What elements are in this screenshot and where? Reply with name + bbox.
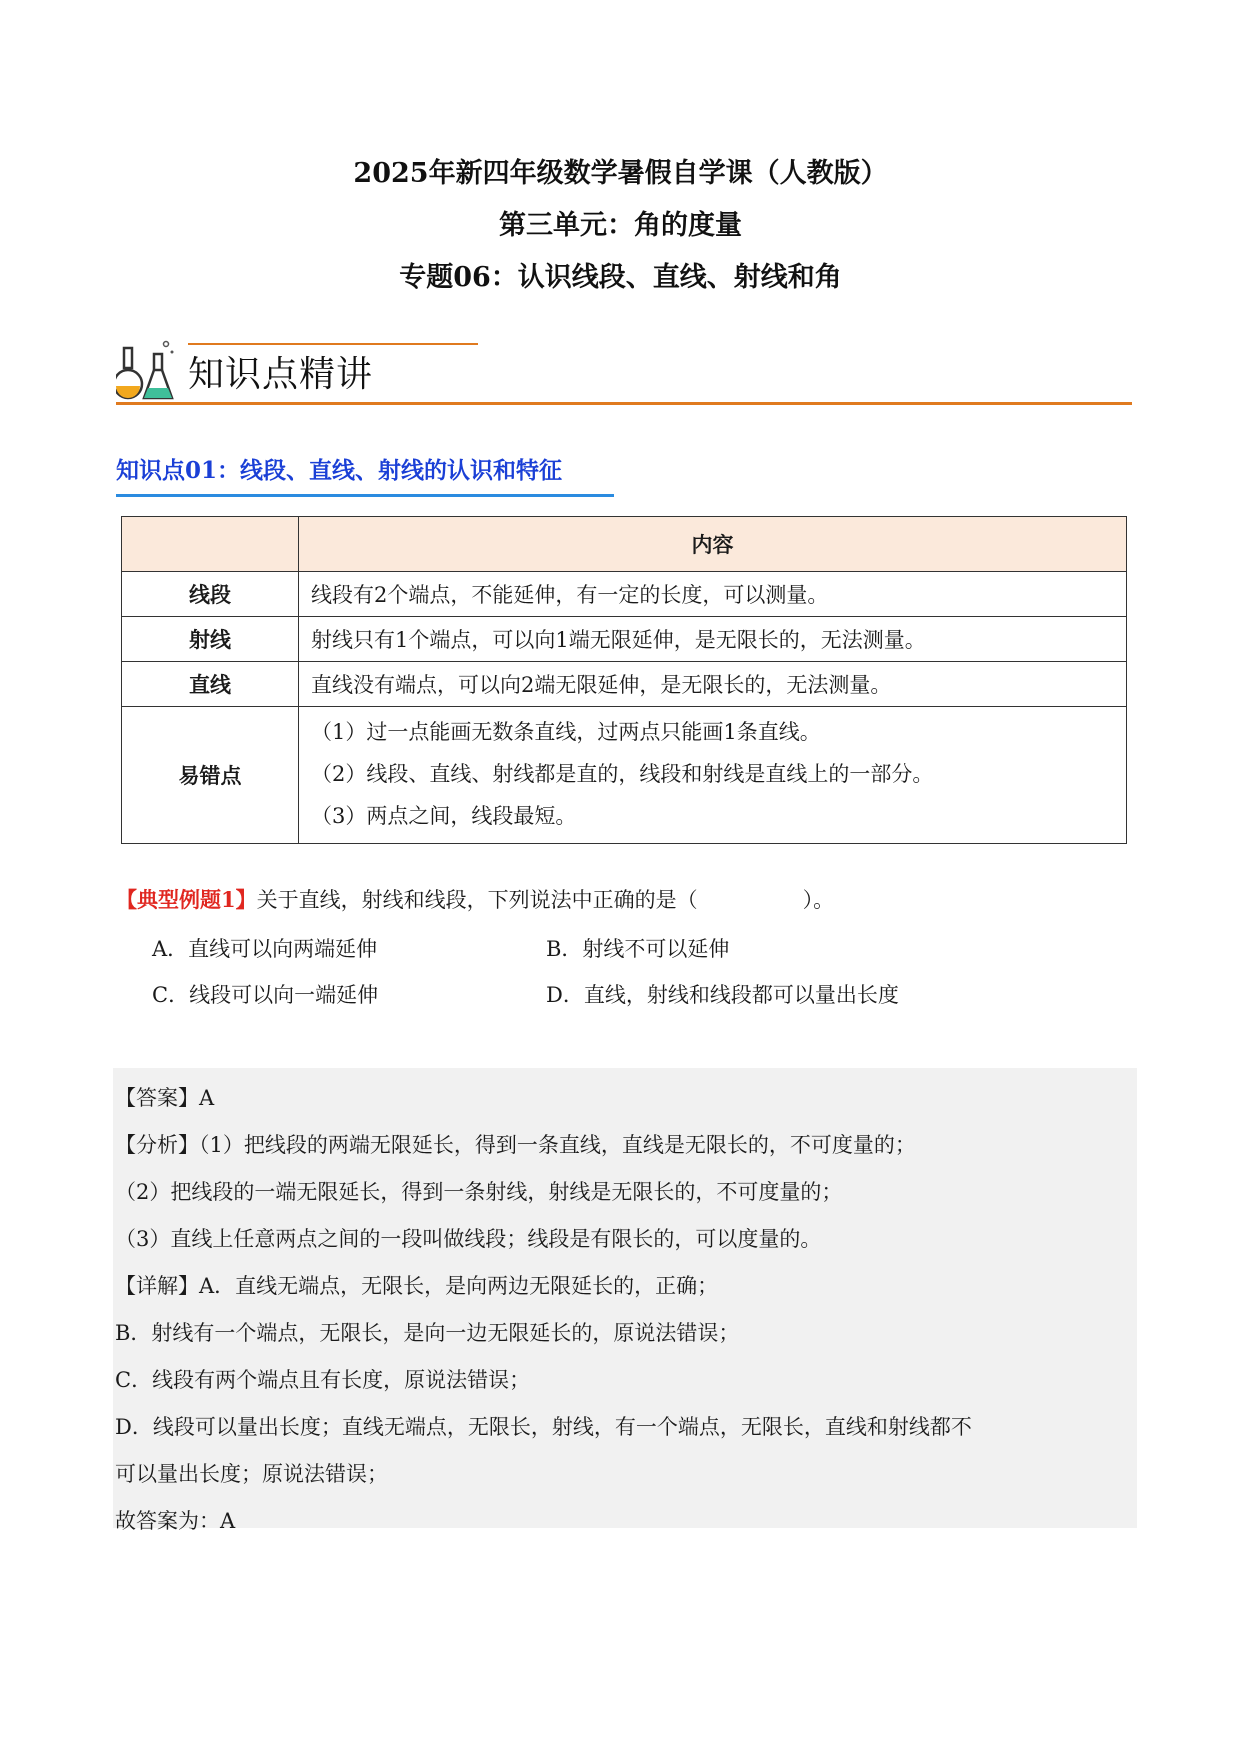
table-description [299, 707, 1127, 844]
option-a: A．直线可以向两端延伸 [152, 937, 378, 961]
banner-top-rule [188, 343, 478, 345]
detail-line: 可以量出长度；原说法错误； [115, 1462, 388, 1486]
table-term: 易错点 [122, 707, 299, 844]
detail-line: D．线段可以量出长度；直线无端点，无限长，射线，有一个端点，无限长，直线和射线都不 [115, 1415, 972, 1439]
conclusion-line: 故答案为：A [115, 1509, 236, 1533]
section-banner [116, 340, 1132, 406]
pitfall-line: （2）线段、直线、射线都是直的，线段和射线是直线上的一部分。 [311, 762, 934, 786]
example-label: 【典型例题1】 [116, 887, 257, 912]
detail-line: 【详解】A．直线无端点，无限长，是向两边无限延长的，正确； [115, 1274, 719, 1298]
detail-line: C．线段有两个端点且有长度，原说法错误； [115, 1368, 531, 1392]
table-header-content: 内容 [299, 517, 1127, 572]
table-row [122, 707, 1127, 844]
option-d: D．直线，射线和线段都可以量出长度 [546, 983, 899, 1007]
table-header-blank [122, 517, 299, 572]
knowledge-point-heading [116, 452, 616, 485]
knowledge-table [121, 516, 1127, 844]
flask-icon [116, 340, 176, 406]
analysis-line: （2）把线段的一端无限延长，得到一条射线，射线是无限长的，不可度量的； [115, 1180, 843, 1204]
table-row [122, 662, 1127, 707]
pitfall-line: （3）两点之间，线段最短。 [311, 804, 577, 828]
document-titles [0, 148, 1241, 304]
detail-line: B．射线有一个端点，无限长，是向一边无限延长的，原说法错误； [115, 1321, 740, 1345]
analysis-line: （3）直线上任意两点之间的一段叫做线段；线段是有限长的，可以度量的。 [115, 1227, 822, 1251]
answer-line: 【答案】A [115, 1086, 215, 1110]
table-row [122, 572, 1127, 617]
knowledge-point-title: 知识点01：线段、直线、射线的认识和特征 [116, 457, 563, 484]
table-header-row [122, 517, 1127, 572]
answer-explanation-box [113, 1068, 1137, 1533]
heading-underline [116, 494, 614, 497]
answer-options [152, 926, 1126, 1018]
banner-title: 知识点精讲 [188, 354, 374, 395]
banner-bottom-rule [116, 402, 1132, 405]
option-b: B．射线不可以延伸 [546, 937, 730, 961]
example-question-text: 关于直线，射线和线段，下列说法中正确的是（ ）。 [256, 888, 835, 912]
table-description: 线段有2个端点，不能延伸，有一定的长度，可以测量。 [299, 572, 1127, 617]
table-description: 射线只有1个端点，可以向1端无限延伸，是无限长的，无法测量。 [299, 617, 1127, 662]
table-term: 射线 [122, 617, 299, 662]
analysis-line: 【分析】（1）把线段的两端无限延长，得到一条直线，直线是无限长的，不可度量的； [115, 1133, 916, 1157]
example-question [116, 882, 1126, 1018]
topic-title: 专题06：认识线段、直线、射线和角 [399, 262, 842, 293]
document-title: 2025年新四年级数学暑假自学课（人教版） [353, 158, 888, 189]
table-row [122, 617, 1127, 662]
table-description: 直线没有端点，可以向2端无限延伸，是无限长的，无法测量。 [299, 662, 1127, 707]
option-c: C．线段可以向一端延伸 [152, 983, 379, 1007]
table-term: 线段 [122, 572, 299, 617]
unit-title: 第三单元：角的度量 [499, 210, 742, 241]
table-term: 直线 [122, 662, 299, 707]
pitfall-line: （1）过一点能画无数条直线，过两点只能画1条直线。 [311, 720, 821, 744]
